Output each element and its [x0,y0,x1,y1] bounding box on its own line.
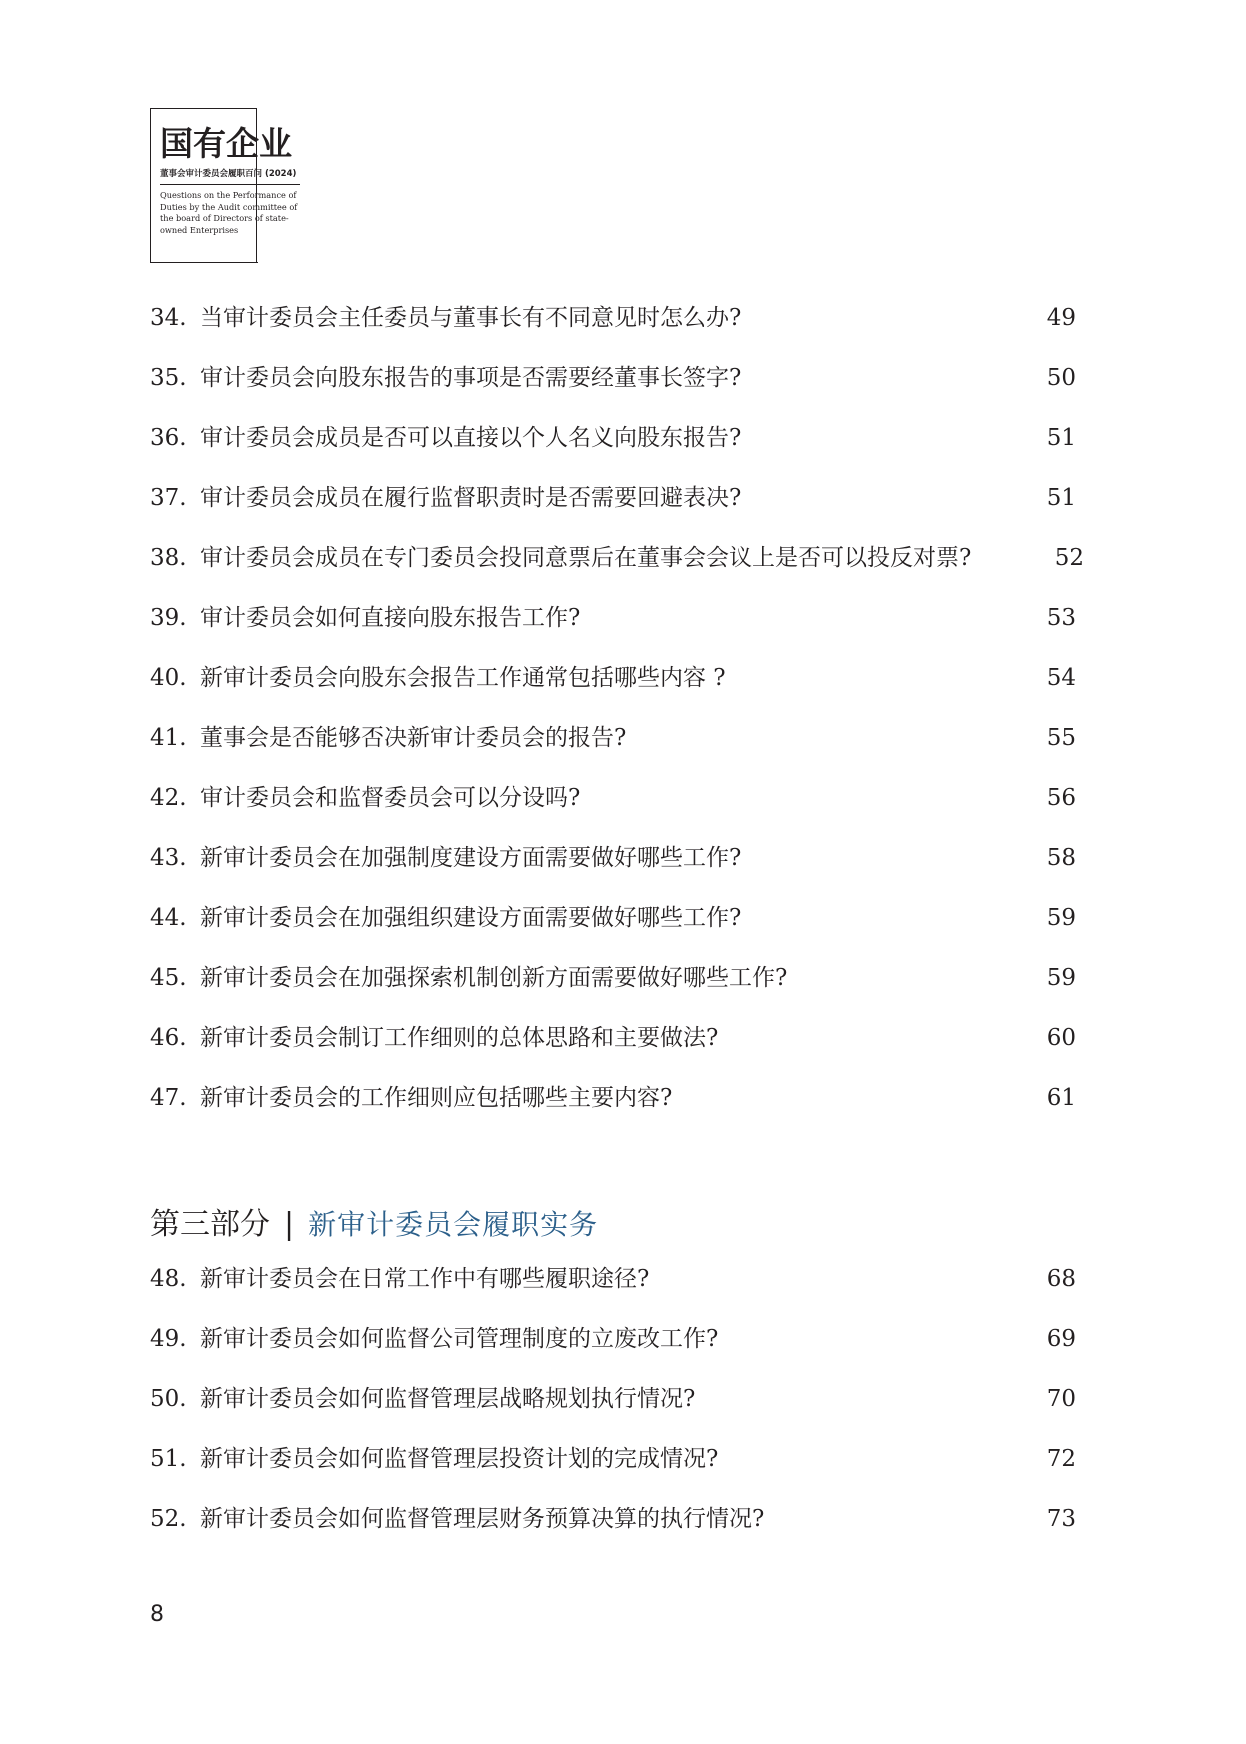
toc-entry-page: 55 [1046,725,1076,751]
toc-entry[interactable] [150,958,1090,998]
toc-entry-title: 新审计委员会在加强组织建设方面需要做好哪些工作? [200,905,742,931]
toc-entry-number: 37. [150,485,187,511]
toc-entry-title: 新审计委员会如何监督管理层投资计划的完成情况? [200,1446,719,1472]
section-part-label: 第三部分 [150,1207,270,1242]
toc-entry-title: 新审计委员会的工作细则应包括哪些主要内容? [200,1085,673,1111]
toc-entry-title: 审计委员会和监督委员会可以分设吗? [200,785,581,811]
toc-entry[interactable] [150,1018,1090,1058]
page-number: 8 [150,1602,164,1627]
book-title: 国有企业 [160,124,292,163]
toc-entry-title: 审计委员会向股东报告的事项是否需要经董事长签字? [200,365,742,391]
toc-entry[interactable] [150,598,1090,638]
toc-entry[interactable] [150,658,1090,698]
toc-entry-page: 70 [1046,1386,1076,1412]
toc-entry-number: 50. [150,1386,187,1412]
section-divider: | [284,1207,295,1242]
toc-entry-number: 39. [150,605,187,631]
toc-entry-page: 51 [1046,425,1076,451]
toc-entry-title: 审计委员会成员在专门委员会投同意票后在董事会会议上是否可以投反对票? [200,545,972,571]
toc-entry-number: 44. [150,905,187,931]
toc-entry-title: 审计委员会成员在履行监督职责时是否需要回避表决? [200,485,742,511]
toc-entry[interactable] [150,298,1090,338]
toc-entry-number: 49. [150,1326,187,1352]
toc-entry-page: 53 [1046,605,1076,631]
toc-entry-number: 47. [150,1085,187,1111]
toc-entry-number: 38. [150,545,187,571]
toc-entry-title: 新审计委员会如何监督管理层财务预算决算的执行情况? [200,1506,765,1532]
toc-entry[interactable] [150,1499,1090,1539]
toc-entry-number: 34. [150,305,187,331]
toc-entry-page: 72 [1046,1446,1076,1472]
toc-entry-title: 审计委员会成员是否可以直接以个人名义向股东报告? [200,425,742,451]
toc-entry-title: 新审计委员会向股东会报告工作通常包括哪些内容 ? [200,665,726,691]
toc-entry[interactable] [150,838,1090,878]
toc-entry-number: 45. [150,965,187,991]
toc-entry[interactable] [150,418,1090,458]
toc-entry[interactable] [150,1379,1090,1419]
toc-entry-page: 52 [1054,545,1084,571]
toc-entry-number: 42. [150,785,187,811]
toc-entry[interactable] [150,1319,1090,1359]
toc-entry-page: 49 [1046,305,1076,331]
toc-entry-page: 61 [1046,1085,1076,1111]
toc-entry-number: 40. [150,665,187,691]
toc-entry-page: 73 [1046,1506,1076,1532]
book-english-title: Questions on the Performance of Duties by the Audit committee of the board of Directors of state-owned Enterprises [160,190,298,235]
toc-entry[interactable] [150,1259,1090,1299]
toc-entry-number: 36. [150,425,187,451]
toc-entry[interactable] [150,358,1090,398]
toc-entry-page: 59 [1046,965,1076,991]
toc-entry-number: 51. [150,1446,187,1472]
toc-entry-page: 69 [1046,1326,1076,1352]
toc-entry-page: 51 [1046,485,1076,511]
toc-entry-number: 43. [150,845,187,871]
toc-entry-page: 59 [1046,905,1076,931]
toc-entry-title: 新审计委员会在加强制度建设方面需要做好哪些工作? [200,845,742,871]
toc-entry[interactable] [150,478,1090,518]
toc-entry-title: 董事会是否能够否决新审计委员会的报告? [200,725,627,751]
toc-entry[interactable] [150,1439,1090,1479]
toc-entry[interactable] [150,778,1090,818]
toc-entry-page: 60 [1046,1025,1076,1051]
toc-entry-title: 新审计委员会如何监督公司管理制度的立废改工作? [200,1326,719,1352]
toc-entry-number: 48. [150,1266,187,1292]
toc-entry-number: 35. [150,365,187,391]
toc-entry-page: 58 [1046,845,1076,871]
section-heading [150,1200,598,1250]
toc-entry-title: 审计委员会如何直接向股东报告工作? [200,605,581,631]
book-subtitle: 董事会审计委员会履职百问 (2024) [160,169,297,179]
toc-entry[interactable] [150,1078,1090,1118]
toc-entry-page: 54 [1046,665,1076,691]
toc-entry[interactable] [150,718,1090,758]
toc-entry-number: 52. [150,1506,187,1532]
toc-entry[interactable] [150,898,1090,938]
section-title: 新审计委员会履职实务 [308,1208,599,1241]
toc-entry-page: 68 [1046,1266,1076,1292]
toc-entry-number: 46. [150,1025,187,1051]
toc-entry-page: 50 [1046,365,1076,391]
toc-entry-title: 新审计委员会如何监督管理层战略规划执行情况? [200,1386,696,1412]
toc-entry[interactable] [150,538,1090,578]
toc-entry-number: 41. [150,725,187,751]
toc-entry-title: 新审计委员会制订工作细则的总体思路和主要做法? [200,1025,719,1051]
toc-entry-title: 当审计委员会主任委员与董事长有不同意见时怎么办? [200,305,742,331]
toc-entry-title: 新审计委员会在加强探索机制创新方面需要做好哪些工作? [200,965,788,991]
toc-entry-title: 新审计委员会在日常工作中有哪些履职途径? [200,1266,650,1292]
logo-divider [160,184,300,185]
toc-entry-page: 56 [1046,785,1076,811]
